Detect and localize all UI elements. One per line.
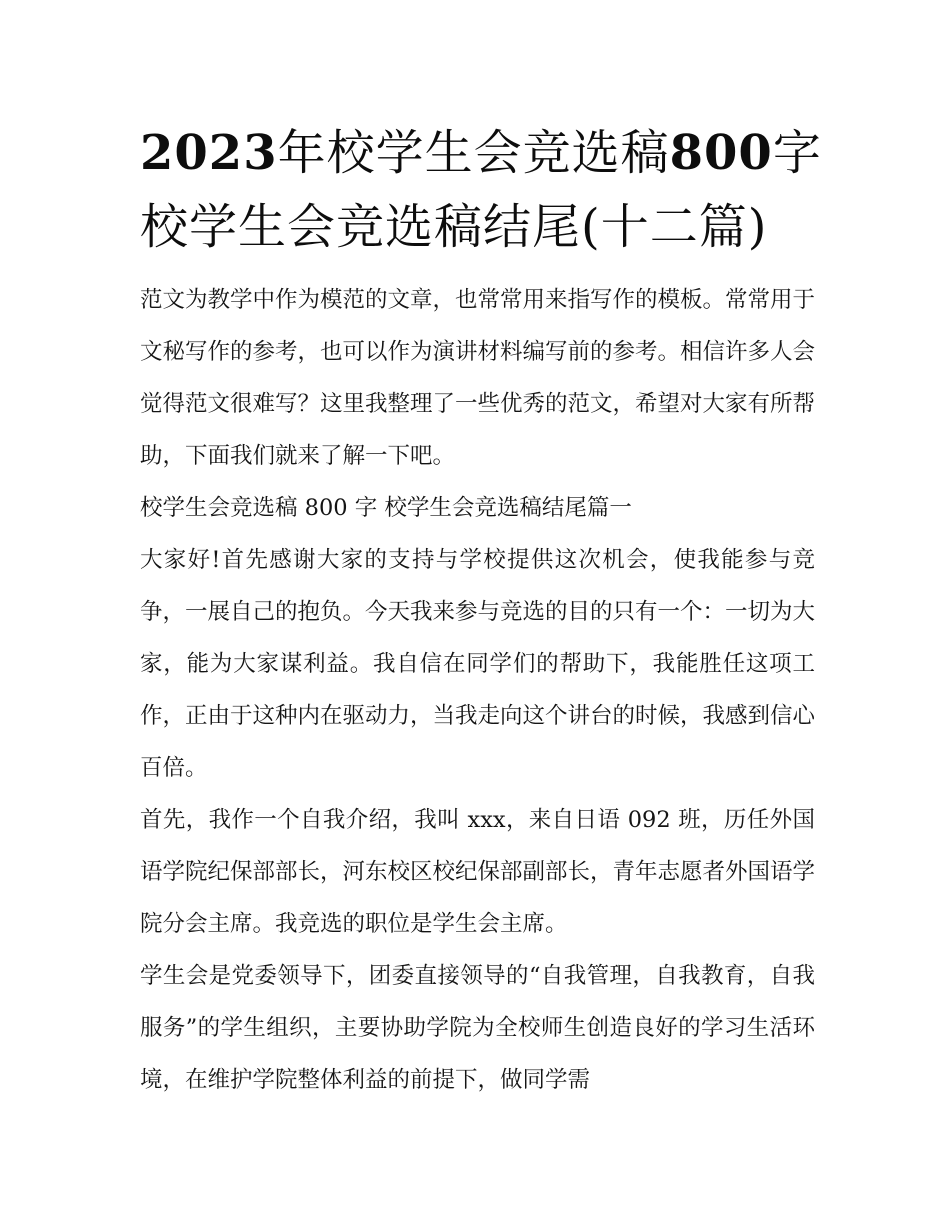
body-paragraph-1: 大家好!首先感谢大家的支持与学校提供这次机会，使我能参与竞争，一展自己的抱负。今天我来参与竞选的目的只有一个：一切为大家，能为大家谋利益。我自信在同学们的帮助下，我能胜任这项工作，正由于这种内在驱动力，当我走向这个讲台的时候，我感到信心百倍。 <box>140 547 816 781</box>
section-heading: 校学生会竞选稿 800 字 校学生会竞选稿结尾篇一 <box>140 495 632 521</box>
title-tail: 字 <box>772 125 822 181</box>
intro-paragraph: 范文为教学中作为模范的文章，也常常用来指写作的模板。常常用于文秘写作的参考，也可以作为演讲材料编写前的参考。相信许多人会觉得范文很难写？这里我整理了一些优秀的范文，希望对大家有所帮助，下面我们就来了解一下吧。 <box>140 287 816 469</box>
title-text: 年校学生会竞选稿 <box>277 125 670 181</box>
document-body <box>140 116 822 1106</box>
title-word-count: 800 <box>669 125 773 181</box>
body-paragraph-2: 首先，我作一个自我介绍，我叫 xxx，来自日语 092 班，历任外国语学院纪保部部长，河东校区校纪保部副部长，青年志愿者外国语学院分会主席。我竞选的职位是学生会主席。 <box>140 807 816 937</box>
body-paragraph-3: 学生会是党委领导下，团委直接领导的“自我管理，自我教育，自我服务”的学生组织，主要协助学院为全校师生创造良好的学习生活环境，在维护学院整体利益的前提下，做同学需 <box>140 963 815 1093</box>
document-title <box>140 116 822 264</box>
title-line-1 <box>140 116 822 190</box>
title-year: 2023 <box>140 125 278 181</box>
title-line-2: 校学生会竞选稿结尾(十二篇) <box>140 199 768 255</box>
